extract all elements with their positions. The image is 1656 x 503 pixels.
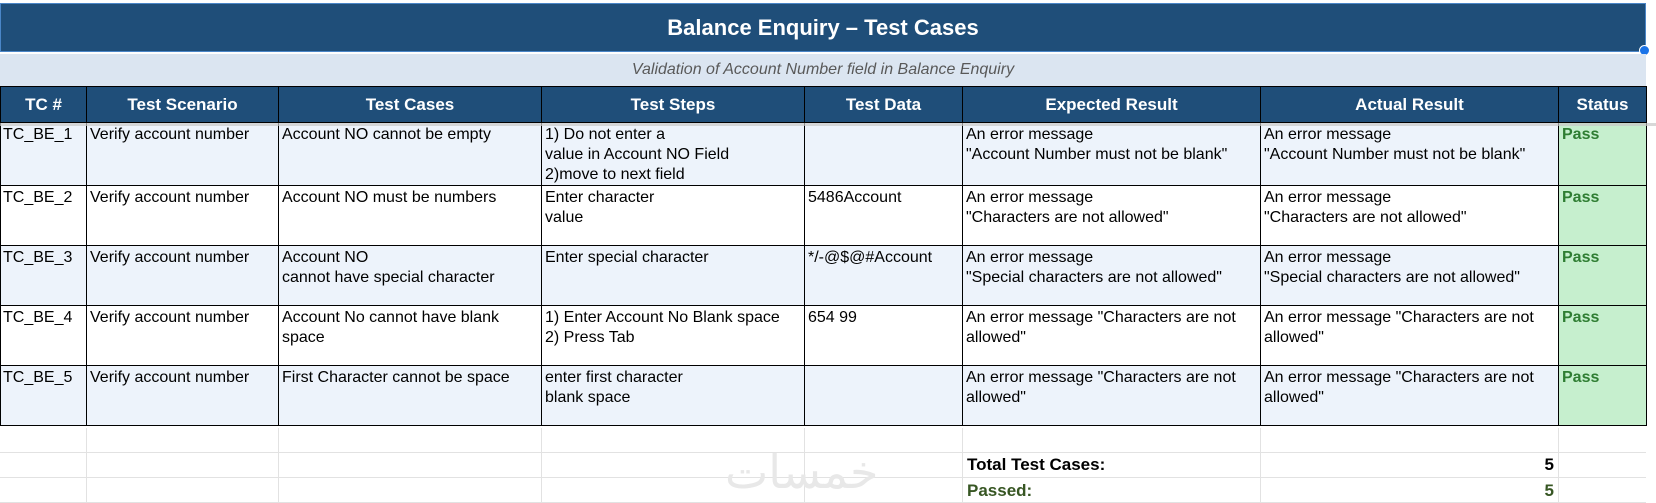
cell-test-case[interactable]: Account NO cannot have special character <box>279 246 542 306</box>
cell-status[interactable]: Pass <box>1559 246 1647 306</box>
gridline <box>1558 428 1559 503</box>
summary-total-label[interactable]: Total Test Cases: <box>967 455 1106 474</box>
cell-scenario[interactable]: Verify account number <box>87 123 279 186</box>
summary-total-value[interactable]: 5 <box>1544 455 1554 474</box>
cell-test-data[interactable]: */-@$@#Account <box>805 246 963 306</box>
header-test-cases[interactable]: Test Cases <box>279 87 542 123</box>
table-row <box>1 123 1647 186</box>
cell-test-case[interactable]: Account NO cannot be empty <box>279 123 542 186</box>
cell-scenario[interactable]: Verify account number <box>87 306 279 366</box>
cell-tc-id[interactable]: TC_BE_5 <box>1 366 87 426</box>
cell-tc-id[interactable]: TC_BE_1 <box>1 123 87 186</box>
cell-test-steps[interactable]: Enter character value <box>542 186 805 246</box>
gridline <box>962 428 963 503</box>
cell-actual-result[interactable]: An error message "Special characters are not allowed" <box>1261 246 1559 306</box>
header-test-scenario[interactable]: Test Scenario <box>87 87 279 123</box>
cell-expected-result[interactable]: An error message "Special characters are not allowed" <box>963 246 1261 306</box>
sheet-title-banner[interactable] <box>0 3 1646 52</box>
header-actual-result[interactable]: Actual Result <box>1261 87 1559 123</box>
gridline <box>278 428 279 503</box>
cell-tc-id[interactable]: TC_BE_2 <box>1 186 87 246</box>
sheet-subtitle-banner[interactable] <box>0 54 1646 86</box>
cell-expected-result[interactable]: An error message "Account Number must not be blank" <box>963 123 1261 186</box>
cell-test-case[interactable]: Account No cannot have blank space <box>279 306 542 366</box>
sheet-title: Balance Enquiry – Test Cases <box>667 14 979 40</box>
summary-passed-value[interactable]: 5 <box>1544 481 1554 500</box>
table-row <box>1 366 1647 426</box>
cell-test-steps[interactable]: enter first character blank space <box>542 366 805 426</box>
header-row <box>1 87 1647 123</box>
header-status[interactable]: Status <box>1559 87 1647 123</box>
gridline <box>86 428 87 503</box>
test-cases-table <box>0 86 1647 426</box>
cell-actual-result[interactable]: An error message "Characters are not allowed" <box>1261 186 1559 246</box>
cell-status[interactable]: Pass <box>1559 306 1647 366</box>
header-test-steps[interactable]: Test Steps <box>542 87 805 123</box>
cell-tc-id[interactable]: TC_BE_3 <box>1 246 87 306</box>
table-row <box>1 306 1647 366</box>
cell-expected-result[interactable]: An error message "Characters are not allowed" <box>963 366 1261 426</box>
table-row <box>1 246 1647 306</box>
watermark-logo: خمسات <box>725 445 879 499</box>
gridline <box>1260 428 1261 503</box>
sheet-subtitle: Validation of Account Number field in Balance Enquiry <box>631 61 1015 78</box>
cell-status[interactable]: Pass <box>1559 186 1647 246</box>
cell-test-steps[interactable]: Enter special character <box>542 246 805 306</box>
table-row <box>1 186 1647 246</box>
cell-actual-result[interactable]: An error message "Characters are not allowed" <box>1261 366 1559 426</box>
cell-expected-result[interactable]: An error message "Characters are not allowed" <box>963 186 1261 246</box>
cell-scenario[interactable]: Verify account number <box>87 186 279 246</box>
cell-test-steps[interactable]: 1) Enter Account No Blank space 2) Press Tab <box>542 306 805 366</box>
cell-test-case[interactable]: First Character cannot be space <box>279 366 542 426</box>
cell-test-data[interactable] <box>805 366 963 426</box>
cell-test-data[interactable]: 654 99 <box>805 306 963 366</box>
cell-actual-result[interactable]: An error message "Characters are not allowed" <box>1261 306 1559 366</box>
cell-tc-id[interactable]: TC_BE_4 <box>1 306 87 366</box>
header-tc-number[interactable]: TC # <box>1 87 87 123</box>
summary-passed-label[interactable]: Passed: <box>967 481 1033 500</box>
header-expected-result[interactable]: Expected Result <box>963 87 1261 123</box>
cell-test-case[interactable]: Account NO must be numbers <box>279 186 542 246</box>
cell-status[interactable]: Pass <box>1559 123 1647 186</box>
cell-actual-result[interactable]: An error message "Account Number must not be blank" <box>1261 123 1559 186</box>
cell-scenario[interactable]: Verify account number <box>87 246 279 306</box>
cell-test-data[interactable]: 5486Account <box>805 186 963 246</box>
cell-status[interactable]: Pass <box>1559 366 1647 426</box>
cell-expected-result[interactable]: An error message "Characters are not allowed" <box>963 306 1261 366</box>
cell-test-data[interactable] <box>805 123 963 186</box>
cell-test-steps[interactable]: 1) Do not enter a value in Account NO Field 2)move to next field <box>542 123 805 186</box>
frozen-row-divider[interactable] <box>0 123 1656 126</box>
header-test-data[interactable]: Test Data <box>805 87 963 123</box>
gridline <box>541 428 542 503</box>
cell-scenario[interactable]: Verify account number <box>87 366 279 426</box>
